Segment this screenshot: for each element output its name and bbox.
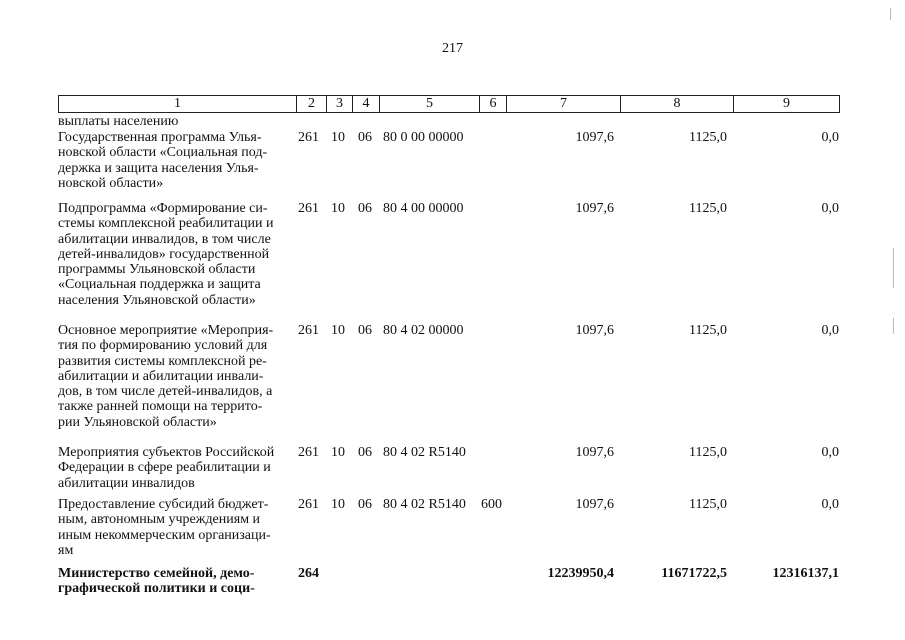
- row-name-line: абилитации инвалидов: [58, 475, 195, 491]
- header-col-7: 7: [506, 95, 620, 113]
- cell-amount-col9: 12316137,1: [772, 566, 839, 581]
- row-name-line: держка и защита населения Улья-: [58, 160, 259, 176]
- header-col-4: 4: [352, 95, 379, 113]
- row-name-line: рии Ульяновской области»: [58, 414, 217, 430]
- cell-target-code: 80 4 00 00000: [383, 201, 464, 216]
- row-name-line: Основное мероприятие «Мероприя-: [58, 323, 274, 338]
- cell-amount-col9: 0,0: [821, 323, 839, 338]
- cell-amount-col8: 1125,0: [689, 323, 727, 338]
- cell-section: 10: [331, 323, 345, 338]
- cell-subsection: 06: [358, 130, 372, 145]
- cell-amount-col7: 12239950,4: [547, 566, 614, 581]
- row-name-line: графической политики и соци-: [58, 581, 255, 597]
- scan-artifact: [890, 8, 891, 20]
- page-number: 217: [442, 41, 463, 56]
- row-name-line: новской области»: [58, 175, 164, 191]
- row-name-line: абилитации и абилитации инвали-: [58, 368, 264, 384]
- cell-amount-col9: 0,0: [821, 201, 839, 216]
- header-col-9: 9: [733, 95, 840, 113]
- row-name-line: Федерации в сфере реабилитации и: [58, 460, 271, 476]
- cell-admin-code: 261: [298, 323, 319, 338]
- cell-target-code: 80 0 00 00000: [383, 130, 464, 145]
- row-name-line: развития системы комплексной ре-: [58, 353, 267, 369]
- cell-expense-type: 600: [481, 497, 502, 512]
- cell-admin-code: 264: [298, 566, 319, 581]
- cell-admin-code: 261: [298, 201, 319, 216]
- cell-amount-col9: 0,0: [821, 445, 839, 460]
- row-name: [58, 445, 293, 491]
- cell-subsection: 06: [358, 323, 372, 338]
- row-name-line: населения Ульяновской области»: [58, 292, 256, 308]
- row-name-line: Подпрограмма «Формирование си-: [58, 201, 268, 216]
- cell-amount-col8: 11671722,5: [661, 566, 727, 581]
- header-col-5: 5: [379, 95, 479, 113]
- row-name-line: Мероприятия субъектов Российской: [58, 445, 275, 460]
- row-name-line: стемы комплексной реабилитации и: [58, 216, 274, 232]
- row-name: [58, 497, 293, 558]
- cell-amount-col8: 1125,0: [689, 445, 727, 460]
- row-name-line: Предоставление субсидий бюджет-: [58, 497, 269, 512]
- row-name: [58, 323, 293, 430]
- row-name: [58, 130, 293, 191]
- cell-section: 10: [331, 445, 345, 460]
- cell-amount-col9: 0,0: [821, 130, 839, 145]
- row-name-line: новской области «Социальная под-: [58, 145, 268, 161]
- row-name-line: Государственная программа Улья-: [58, 130, 262, 145]
- row-name-line: ям: [58, 542, 74, 558]
- row-name-line: программы Ульяновской области: [58, 262, 256, 278]
- cell-admin-code: 261: [298, 130, 319, 145]
- row-name-line: Министерство семейной, демо-: [58, 566, 255, 581]
- cell-amount-col7: 1097,6: [575, 445, 614, 460]
- cell-section: 10: [331, 130, 345, 145]
- cell-amount-col9: 0,0: [821, 497, 839, 512]
- row-name: [58, 566, 293, 597]
- row-name-line: выплаты населению: [58, 114, 179, 129]
- row-name-line: тия по формированию условий для: [58, 338, 268, 354]
- row-name-line: детей-инвалидов» государственной: [58, 246, 270, 262]
- cell-subsection: 06: [358, 497, 372, 512]
- cell-amount-col8: 1125,0: [689, 497, 727, 512]
- cell-section: 10: [331, 201, 345, 216]
- row-name-line: дов, в том числе детей-инвалидов, а: [58, 384, 273, 400]
- row-name-line: ным, автономным учреждениям и: [58, 512, 261, 528]
- header-col-1: 1: [58, 95, 296, 113]
- cell-admin-code: 261: [298, 445, 319, 460]
- cell-target-code: 80 4 02 00000: [383, 323, 464, 338]
- cell-subsection: 06: [358, 201, 372, 216]
- cell-amount-col7: 1097,6: [575, 497, 614, 512]
- cell-target-code: 80 4 02 R5140: [383, 445, 466, 460]
- cell-admin-code: 261: [298, 497, 319, 512]
- cell-amount-col7: 1097,6: [575, 323, 614, 338]
- cell-subsection: 06: [358, 445, 372, 460]
- row-name: [58, 201, 293, 308]
- header-col-8: 8: [620, 95, 733, 113]
- cell-section: 10: [331, 497, 345, 512]
- header-col-3: 3: [326, 95, 352, 113]
- cell-amount-col8: 1125,0: [689, 130, 727, 145]
- row-name-line: «Социальная поддержка и защита: [58, 277, 261, 293]
- row-name-line: также ранней помощи на террито-: [58, 399, 263, 415]
- row-name: [58, 114, 293, 129]
- header-col-6: 6: [479, 95, 506, 113]
- cell-amount-col7: 1097,6: [575, 201, 614, 216]
- cell-amount-col8: 1125,0: [689, 201, 727, 216]
- cell-target-code: 80 4 02 R5140: [383, 497, 466, 512]
- scan-artifact: [893, 248, 894, 288]
- row-name-line: абилитации инвалидов, в том числе: [58, 231, 271, 247]
- cell-amount-col7: 1097,6: [575, 130, 614, 145]
- scan-artifact: [893, 318, 894, 334]
- row-name-line: иным некоммерческим организаци-: [58, 527, 271, 543]
- header-col-2: 2: [296, 95, 326, 113]
